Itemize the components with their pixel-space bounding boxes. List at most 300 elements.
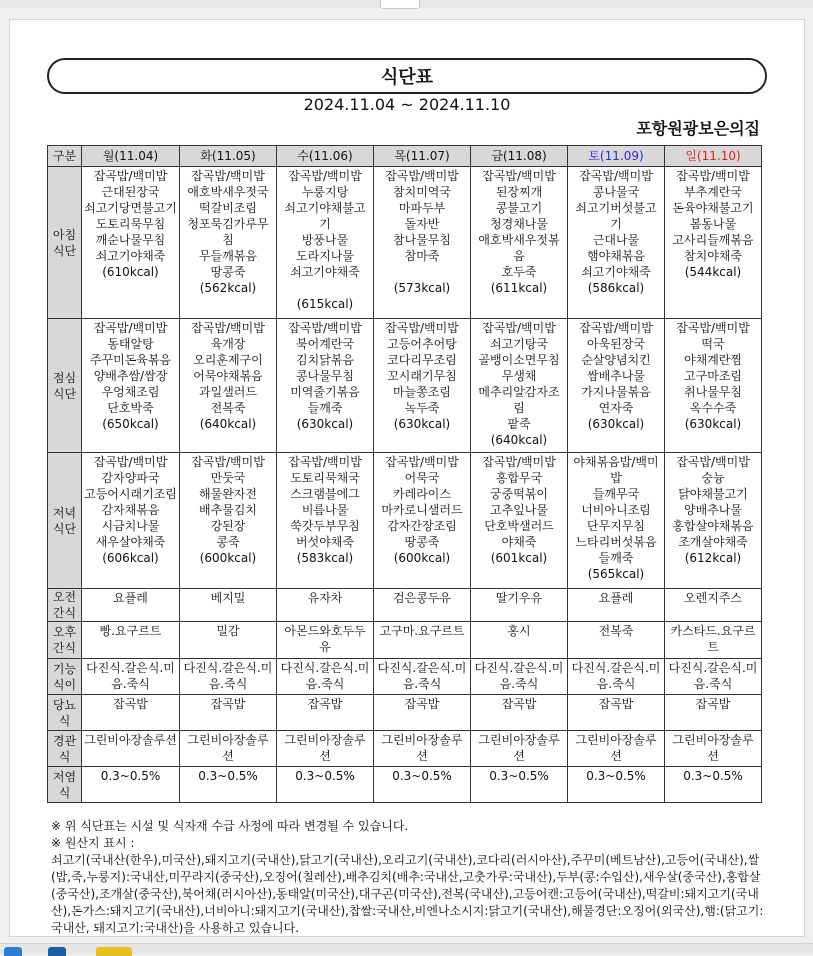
menu-cell	[471, 767, 568, 803]
menu-item: 배추물김치	[199, 503, 257, 517]
header-corner: 구분	[48, 146, 82, 167]
menu-item: 고사리들깨볶음	[672, 233, 754, 247]
menu-item: 고등어시래기조림	[84, 487, 177, 501]
menu-cell	[665, 767, 762, 803]
menu-cell	[180, 659, 277, 695]
menu-cell	[471, 167, 568, 319]
table-row-dinner	[48, 453, 762, 589]
taskbar	[0, 943, 813, 954]
row-label-line: 식단	[52, 243, 77, 258]
menu-cell	[568, 319, 665, 453]
notes-section	[51, 818, 771, 937]
menu-item: 쇠고기당면불고기	[84, 201, 177, 215]
menu-item: 북어계란국	[296, 337, 354, 351]
menu-cell	[665, 319, 762, 453]
menu-item: 잡곡밥	[598, 697, 634, 711]
header-day-mon: 월(11.04)	[82, 146, 180, 167]
header-day-sat: 토(11.09)	[568, 146, 665, 167]
header-day-tue: 화(11.05)	[180, 146, 277, 167]
menu-cell	[277, 659, 374, 695]
menu-item: (610kcal)	[102, 265, 159, 279]
row-label-line: 저녁	[52, 505, 77, 520]
menu-item: 취나물무침	[684, 385, 742, 399]
menu-item: 무들깨볶음	[199, 249, 257, 263]
menu-item: 땅콩죽	[404, 535, 440, 549]
menu-item: 잡곡밥	[501, 697, 537, 711]
menu-item: 단호박죽	[107, 401, 154, 415]
menu-cell	[374, 767, 471, 803]
menu-item: (583kcal)	[296, 551, 354, 565]
menu-cell	[82, 695, 180, 731]
menu-item: 마파두부	[398, 201, 446, 215]
menu-item: 느타리버섯볶음	[575, 535, 657, 549]
menu-cell	[471, 319, 568, 453]
menu-item: 쇠고기버섯불고기	[575, 201, 657, 231]
menu-item: 잡곡밥/백미밥	[676, 321, 750, 335]
row-label-line: 기능	[52, 661, 77, 676]
menu-item: 주꾸미돈육볶음	[89, 353, 172, 367]
menu-item: 참치미역국	[393, 185, 451, 199]
menu-item: 0.3~0.5%	[100, 769, 161, 783]
menu-item: (601kcal)	[490, 551, 548, 565]
menu-item: 참나물무침	[393, 233, 451, 247]
row-label-line: 점심	[52, 370, 77, 385]
menu-cell	[374, 659, 471, 695]
menu-item: 가지나물볶음	[581, 385, 651, 399]
menu-item: 오렌지주스	[684, 591, 742, 605]
menu-item: 들깨무국	[592, 487, 640, 501]
table-row-lunch	[48, 319, 762, 453]
menu-item: 숭늉	[701, 471, 725, 485]
menu-item: 잡곡밥/백미밥	[676, 169, 750, 183]
menu-item: 빵.요구르트	[99, 624, 162, 638]
menu-item: 참치야채죽	[684, 249, 742, 263]
table-body	[48, 167, 762, 803]
menu-item: (630kcal)	[296, 417, 354, 431]
menu-item: 애호박새우젓국	[187, 185, 269, 199]
menu-cell	[665, 695, 762, 731]
menu-item: 야채볶음밥/백미밥	[573, 455, 659, 485]
menu-item: 스크램블에그	[290, 487, 360, 501]
menu-item: 도토리묵무침	[95, 217, 166, 231]
menu-item: 우엉채조림	[101, 385, 160, 399]
menu-item: 0.3~0.5%	[586, 769, 646, 783]
menu-cell	[568, 767, 665, 803]
menu-item: 감자채볶음	[101, 503, 160, 517]
menu-cell	[568, 659, 665, 695]
menu-item: 쇠고기야채죽	[95, 249, 166, 263]
menu-cell	[277, 167, 374, 319]
menu-cell	[471, 659, 568, 695]
row-label-tube-feeding	[48, 731, 82, 767]
menu-cell	[374, 589, 471, 622]
menu-item: 쇠고기야채죽	[290, 265, 360, 279]
taskbar-icon[interactable]	[4, 947, 22, 956]
menu-item: 홍합무국	[495, 471, 543, 485]
menu-item: 카스타드.요구르트	[670, 624, 756, 654]
menu-item: 0.3~0.5%	[392, 769, 452, 783]
menu-item: 야채계란찜	[684, 353, 742, 367]
menu-item: 참마죽	[404, 249, 440, 263]
menu-item	[279, 280, 371, 296]
menu-item: 다진식.갈은식.미음.죽식	[280, 661, 370, 691]
menu-item: 들깨죽	[307, 401, 343, 415]
menu-item: 근대나물	[592, 233, 640, 247]
menu-cell	[374, 622, 471, 659]
row-label-line: 아침	[52, 227, 77, 242]
menu-item: 잡곡밥/백미밥	[93, 455, 168, 469]
taskbar-active-app-icon[interactable]	[96, 947, 132, 956]
menu-item: 청경채나물	[490, 217, 548, 231]
menu-item: 녹두죽	[404, 401, 440, 415]
menu-item: 비름나물	[301, 503, 349, 517]
header-day-wed: 수(11.06)	[277, 146, 374, 167]
menu-item: 잡곡밥/백미밥	[482, 169, 556, 183]
menu-item: 다진식.갈은식.미음.죽식	[571, 661, 661, 691]
menu-item: (611kcal)	[490, 281, 548, 295]
row-label-low-salt-diet	[48, 767, 82, 803]
row-label-dinner	[48, 453, 82, 589]
menu-item: 쇠고기야채죽	[581, 265, 651, 279]
menu-cell	[82, 731, 180, 767]
menu-item: 0.3~0.5%	[683, 769, 743, 783]
row-label-line: 식	[58, 785, 71, 800]
menu-item: 잡곡밥/백미밥	[676, 455, 750, 469]
menu-item: 잡곡밥/백미밥	[93, 321, 168, 335]
menu-item: 팥죽	[507, 417, 531, 431]
table-row-breakfast	[48, 167, 762, 319]
organization-name: 포항원광보은의집	[636, 119, 760, 138]
menu-item: 어묵야채볶음	[193, 369, 263, 383]
row-label-line: 당뇨	[52, 697, 77, 712]
menu-item: 시금치나물	[101, 519, 160, 533]
menu-item: 요플레	[113, 591, 148, 605]
menu-item: 잡곡밥	[210, 697, 246, 711]
menu-item: 들깨죽	[598, 551, 634, 565]
menu-item: 떡갈비조림	[199, 201, 257, 215]
menu-item: (600kcal)	[199, 551, 257, 565]
table-header-row	[48, 146, 762, 167]
menu-item: 무생채	[501, 369, 537, 383]
menu-item: 딸기우유	[495, 591, 543, 605]
menu-item: (615kcal)	[296, 297, 354, 311]
row-label-lunch	[48, 319, 82, 453]
menu-cell	[374, 453, 471, 589]
row-label-line: 오후	[52, 625, 77, 639]
browser-tab-handle[interactable]	[380, 0, 420, 9]
menu-item: 돌자반	[404, 217, 440, 231]
menu-item: 잡곡밥/백미밥	[579, 169, 653, 183]
document-page	[9, 19, 805, 937]
menu-item: 다진식.갈은식.미음.죽식	[183, 661, 273, 691]
menu-cell	[568, 622, 665, 659]
row-label-line: 식	[58, 713, 71, 728]
menu-item: (650kcal)	[102, 417, 159, 431]
menu-cell	[665, 622, 762, 659]
menu-item: 그린비아장솔루션	[672, 733, 754, 763]
menu-item: 애호박새우젓볶음	[478, 233, 560, 263]
menu-item: 밀감	[216, 624, 240, 638]
menu-item: 쇠고기탕국	[490, 337, 548, 351]
menu-cell	[180, 695, 277, 731]
menu-item: 0.3~0.5%	[295, 769, 355, 783]
menu-item: 콩나물국	[592, 185, 640, 199]
menu-item: 단호박샐러드	[484, 519, 554, 533]
row-label-breakfast	[48, 167, 82, 319]
menu-cell	[82, 767, 180, 803]
menu-item: 연자죽	[598, 401, 634, 415]
scrollbar[interactable]	[804, 8, 813, 943]
menu-item: (573kcal)	[393, 281, 451, 295]
menu-item: 봄동나물	[689, 217, 737, 231]
menu-item: 방풍나물	[301, 233, 349, 247]
menu-cell	[665, 453, 762, 589]
menu-item: 그린비아장솔루션	[84, 733, 177, 747]
menu-cell	[471, 589, 568, 622]
menu-item: 도토리묵채국	[290, 471, 360, 485]
menu-cell	[374, 731, 471, 767]
menu-cell	[374, 167, 471, 319]
menu-item: 검은콩두유	[393, 591, 451, 605]
menu-item: 그린비아장솔루션	[478, 733, 560, 763]
menu-item: 잡곡밥/백미밥	[288, 455, 362, 469]
menu-item: 감자간장조림	[387, 519, 457, 533]
menu-cell	[665, 167, 762, 319]
menu-item: 잡곡밥/백미밥	[482, 321, 556, 335]
menu-item: 마늘쫑조림	[393, 385, 451, 399]
menu-item: 다진식.갈은식.미음.죽식	[377, 661, 467, 691]
menu-item: 도라지나물	[296, 249, 354, 263]
menu-item: 전복죽	[598, 624, 634, 638]
menu-cell	[82, 589, 180, 622]
menu-item: 미역줄기볶음	[290, 385, 360, 399]
menu-item: 홍시	[507, 624, 531, 638]
menu-item: 0.3~0.5%	[489, 769, 549, 783]
menu-item: 강된장	[210, 519, 246, 533]
menu-item: 유자차	[307, 591, 343, 605]
menu-cell	[471, 695, 568, 731]
menu-cell	[277, 453, 374, 589]
menu-cell	[277, 622, 374, 659]
menu-item: 궁중떡볶이	[490, 487, 548, 501]
menu-item: 고등어추어탕	[387, 337, 457, 351]
notes-line-origin-heading: ※ 원산지 표시 :	[51, 836, 135, 850]
menu-item: 카레라이스	[393, 487, 451, 501]
menu-item: 땅콩죽	[210, 265, 246, 279]
date-range: 2024.11.04 ~ 2024.11.10	[303, 95, 511, 114]
page-title: 식단표	[47, 58, 767, 94]
menu-cell	[180, 731, 277, 767]
row-label-line: 식이	[52, 677, 77, 692]
menu-cell	[180, 167, 277, 319]
menu-item: 해물완자전	[199, 487, 257, 501]
menu-item: 잡곡밥	[404, 697, 440, 711]
menu-item: 다진식.갈은식.미음.죽식	[474, 661, 564, 691]
menu-item: 잡곡밥/백미밥	[288, 169, 362, 183]
menu-item: 잡곡밥/백미밥	[191, 321, 265, 335]
row-label-am-snack	[48, 589, 82, 622]
menu-item: 과일샐러드	[199, 385, 257, 399]
menu-item: 옥수수죽	[689, 401, 737, 415]
menu-cell	[277, 767, 374, 803]
menu-item: 홍합살야채볶음	[672, 519, 754, 533]
taskbar-icon[interactable]	[48, 947, 66, 956]
menu-item: 양배추나물	[684, 503, 742, 517]
notes-line-change: ※ 위 식단표는 시설 및 식자재 수급 사정에 따라 변경될 수 있습니다.	[51, 819, 409, 833]
menu-item: 잡곡밥/백미밥	[191, 169, 265, 183]
menu-item: 잡곡밥/백미밥	[385, 321, 459, 335]
meal-table	[47, 145, 762, 803]
menu-item: 새우살야채죽	[95, 535, 166, 549]
menu-cell	[374, 319, 471, 453]
table-row-low-salt-diet	[48, 767, 762, 803]
menu-item: 근대된장국	[101, 185, 160, 199]
table-row-texture-diet	[48, 659, 762, 695]
menu-item: 깨순나물무침	[95, 233, 166, 247]
row-label-line: 저염	[52, 769, 77, 784]
row-label-texture-diet	[48, 659, 82, 695]
header-day-sun: 일(11.10)	[665, 146, 762, 167]
menu-item: 떡국	[701, 337, 725, 351]
menu-item: 메추리알감자조림	[478, 385, 560, 415]
menu-item	[376, 264, 468, 280]
menu-item: 아욱된장국	[587, 337, 645, 351]
menu-item: 단무지무침	[587, 519, 645, 533]
menu-item: 골뱅이소면무침	[478, 353, 560, 367]
menu-item: (544kcal)	[684, 265, 742, 279]
menu-cell	[277, 695, 374, 731]
menu-item: 순살양념치킨	[581, 353, 651, 367]
menu-item: 동태알탕	[107, 337, 154, 351]
menu-item: 돈육야채불고기	[672, 201, 754, 215]
menu-item: 잡곡밥/백미밥	[288, 321, 362, 335]
menu-item: (630kcal)	[684, 417, 742, 431]
menu-item: (612kcal)	[684, 551, 742, 565]
row-label-line: 식단	[52, 521, 77, 536]
menu-item: 다진식.갈은식.미음.죽식	[86, 661, 175, 691]
menu-item: 잡곡밥/백미밥	[385, 169, 459, 183]
menu-item: 김치닭볶음	[296, 353, 354, 367]
menu-item: 잡곡밥/백미밥	[579, 321, 653, 335]
row-label-diabetic-diet	[48, 695, 82, 731]
menu-item: 청포묵김가루무침	[187, 217, 269, 247]
menu-item: 쌈배추나물	[587, 369, 645, 383]
menu-item: (630kcal)	[393, 417, 451, 431]
row-label-line: 간식	[52, 641, 77, 655]
menu-item: 잡곡밥/백미밥	[93, 169, 168, 183]
menu-item: (640kcal)	[199, 417, 257, 431]
menu-item: 잡곡밥	[113, 697, 148, 711]
menu-cell	[180, 767, 277, 803]
row-label-line: 오전	[52, 590, 77, 604]
menu-item: 그린비아장솔루션	[187, 733, 269, 763]
menu-cell	[471, 731, 568, 767]
menu-item: 쑥갓두부무침	[290, 519, 360, 533]
menu-item: 오리훈제구이	[193, 353, 263, 367]
row-label-line: 경관	[52, 733, 77, 748]
menu-cell	[568, 695, 665, 731]
menu-item: 마카로니샐러드	[381, 503, 463, 517]
menu-cell	[82, 319, 180, 453]
menu-cell	[374, 695, 471, 731]
table-row-pm-snack	[48, 622, 762, 659]
menu-item: 쇠고기야채불고기	[284, 201, 366, 231]
menu-item: 호두죽	[501, 265, 537, 279]
menu-item: 전복죽	[210, 401, 246, 415]
menu-item: 잡곡밥/백미밥	[385, 455, 459, 469]
menu-item: 잡곡밥/백미밥	[191, 455, 265, 469]
table-row-diabetic-diet	[48, 695, 762, 731]
table-row-am-snack	[48, 589, 762, 622]
menu-cell	[568, 589, 665, 622]
menu-item: 고추잎나물	[490, 503, 548, 517]
menu-cell	[568, 731, 665, 767]
menu-item: 잡곡밥	[695, 697, 731, 711]
menu-item: 야채죽	[501, 535, 537, 549]
menu-item: 너비아니조림	[581, 503, 651, 517]
menu-item: 잡곡밥/백미밥	[482, 455, 556, 469]
menu-item: 콩죽	[216, 535, 240, 549]
menu-cell	[180, 622, 277, 659]
menu-item: (630kcal)	[587, 417, 645, 431]
menu-cell	[180, 589, 277, 622]
menu-item: 양배추쌈/쌈장	[93, 369, 168, 383]
menu-cell	[82, 453, 180, 589]
menu-item: 어묵국	[404, 471, 440, 485]
menu-item: 조개살야채죽	[678, 535, 748, 549]
menu-item: 코다리무조림	[387, 353, 457, 367]
menu-cell	[471, 622, 568, 659]
menu-cell	[82, 167, 180, 319]
menu-cell	[277, 589, 374, 622]
menu-item: 만둣국	[210, 471, 246, 485]
menu-cell	[665, 659, 762, 695]
browser-top-bar	[0, 0, 813, 8]
menu-item: 요플레	[598, 591, 634, 605]
menu-item: 다진식.갈은식.미음.죽식	[668, 661, 758, 691]
menu-item: 고구마조림	[684, 369, 742, 383]
menu-item: 햄야채볶음	[587, 249, 645, 263]
row-label-line: 식	[58, 749, 71, 764]
menu-item: 그린비아장솔루션	[381, 733, 463, 763]
menu-item: (600kcal)	[393, 551, 451, 565]
row-label-line: 간식	[52, 606, 77, 620]
menu-cell	[568, 453, 665, 589]
menu-cell	[665, 589, 762, 622]
menu-item: 고구마.요구르트	[379, 624, 465, 638]
row-label-line: 식단	[52, 386, 77, 401]
menu-cell	[180, 319, 277, 453]
menu-cell	[665, 731, 762, 767]
menu-item: 아몬드와호두두유	[284, 624, 366, 654]
row-label-pm-snack	[48, 622, 82, 659]
menu-cell	[82, 659, 180, 695]
menu-cell	[82, 622, 180, 659]
table-row-tube-feeding	[48, 731, 762, 767]
menu-item: 닭야채불고기	[678, 487, 748, 501]
menu-cell	[180, 453, 277, 589]
menu-item: 된장찌개	[495, 185, 543, 199]
menu-item: 베지밀	[210, 591, 246, 605]
menu-cell	[568, 167, 665, 319]
menu-item: 꼬시래기무침	[387, 369, 457, 383]
menu-item: 부추계란국	[684, 185, 742, 199]
menu-item: 0.3~0.5%	[198, 769, 258, 783]
menu-item: 버섯야채죽	[296, 535, 354, 549]
menu-item: (606kcal)	[102, 551, 159, 565]
notes-origin-text: 쇠고기(국내산(한우),미국산),돼지고기(국내산),닭고기(국내산),오리고기(국내산),코다리(러시아산),주꾸미(베트남산),고등어(국내산),쌀(밥,죽,누룽지):국내산,미꾸라지(중국산),오징어(칠레산),배추김치(배추:국내산,고춧가루:국내산),두부(콩:수입산),새우살(중국산),홍합살(중국산),조개살(중국산),북어채(러시아산),동태알(미국산),대구곤(미국산),전복(국내산),고등어캔:고등어(국내산),떡갈비:돼지고기(국내산),돈가스:돼지고기(국내산),너비아니:돼지고기(국내산),찹쌀:국내산,비엔나소시지:닭고기(국내산),해물경단:오징어(외국산),햄:(닭고기:국내산, 돼지고기:국내산)을 사용하고 있습니다.	[51, 853, 764, 935]
menu-item: (562kcal)	[199, 281, 257, 295]
